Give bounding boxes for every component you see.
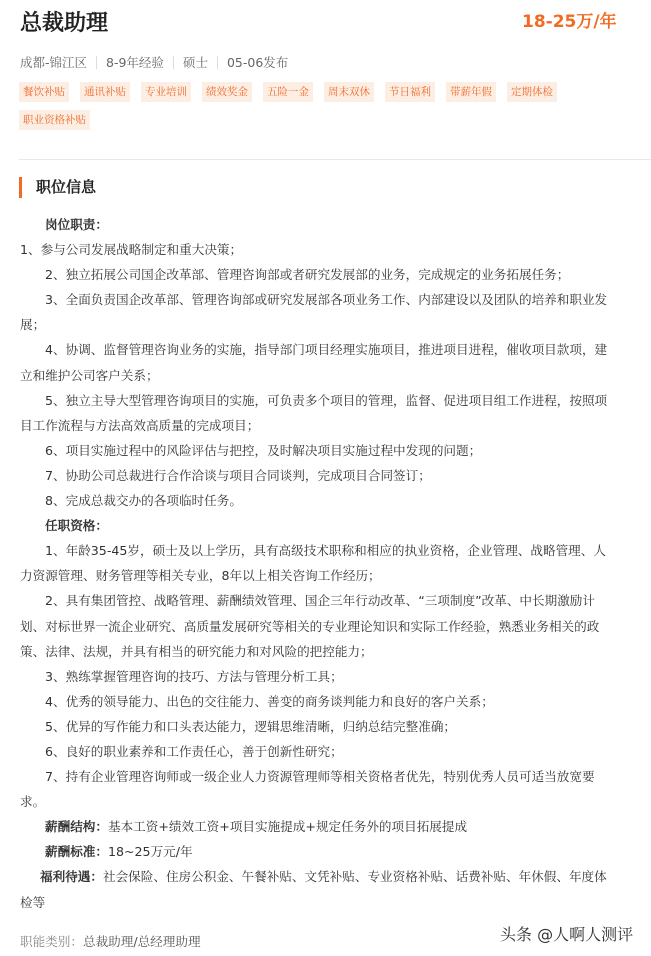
section-divider <box>19 159 651 160</box>
duty-item: 2、独立拓展公司国企改革部、管理咨询部或者研究发展部的业务，完成规定的业务拓展任务； <box>45 267 570 283</box>
requirement-item: 5、优异的写作能力和口头表达能力，逻辑思维清晰，归纳总结完整准确； <box>45 718 457 734</box>
salary-standard-value: 18~25万元/年 <box>107 844 193 860</box>
duty-item: 8、完成总裁交办的各项临时任务。 <box>45 493 242 509</box>
requirement-item: 2、具有集团管控、战略管理、薪酬绩效管理、国企三年行动改革、“三项制度”改革、中长期激励计划、对标世界一流企业研究、高质量发展研究等相关的专业理论知识和实际工作经验，熟悉业务相关的政策、法律、法规，并具有相当的研究能力和对风险的把控能力； <box>20 593 600 659</box>
benefits-value: 社会保险、住房公积金、午餐补贴、文凭补贴、专业资格补贴、话费补贴、年休假、年度体检等 <box>20 869 607 910</box>
duty-item: 1、参与公司发展战略制定和重大决策； <box>20 242 243 258</box>
requirement-item: 3、熟练掌握管理咨询的技巧、方法与管理分析工具； <box>45 668 343 684</box>
requirement-item: 4、优秀的领导能力、出色的交往能力、善变的商务谈判能力和良好的客户关系； <box>45 693 494 709</box>
benefit-tag: 绩效奖金 <box>202 82 252 102</box>
benefit-tags <box>19 82 629 130</box>
job-category-value[interactable]: 总裁助理/总经理助理 <box>82 934 201 949</box>
duties-heading: 岗位职责： <box>45 217 108 232</box>
salary: 18-25万/年 <box>522 12 617 32</box>
benefit-tag: 五险一金 <box>263 82 313 102</box>
benefit-tag: 通讯补贴 <box>80 82 130 102</box>
benefit-tag: 定期体检 <box>507 82 557 102</box>
experience: 8-9年经验 <box>106 55 164 70</box>
benefit-tag: 带薪年假 <box>446 82 496 102</box>
publish-date: 05-06发布 <box>226 55 289 70</box>
salary-structure-value: 基本工资+绩效工资+项目实施提成+规定任务外的项目拓展提成 <box>107 819 468 835</box>
salary-structure-label: 薪酬结构： <box>45 819 108 835</box>
divider <box>217 56 218 69</box>
benefits <box>20 864 616 914</box>
benefit-tag: 周末双休 <box>324 82 374 102</box>
duty-item: 4、协调、监督管理咨询业务的实施，指导部门项目经理实施项目，推进项目进程，催收项目款项，建立和维护公司客户关系； <box>20 342 608 383</box>
divider <box>173 56 174 69</box>
job-title: 总裁助理 <box>20 11 109 36</box>
duty-item: 3、全面负责国企改革部、管理咨询部或研究发展部各项业务工作、内部建设以及团队的培养和职业发展； <box>20 292 608 333</box>
benefits-label: 福利待遇： <box>40 869 103 885</box>
benefit-tag: 餐饮补贴 <box>19 82 69 102</box>
location: 成都-锦江区 <box>20 55 88 70</box>
divider <box>96 56 97 69</box>
benefit-tag: 专业培训 <box>141 82 191 102</box>
job-meta <box>20 53 288 71</box>
job-category-label: 职能类别： <box>20 934 83 949</box>
requirements-heading: 任职资格： <box>45 518 108 534</box>
salary-standard-label: 薪酬标准： <box>45 844 108 860</box>
requirement-item: 7、持有企业管理咨询师或一级企业人力资源管理师等相关资格者优先，特别优秀人员可适当放宽要求。 <box>20 769 595 810</box>
requirement-item: 1、年龄35-45岁，硕士及以上学历，具有高级技术职称和相应的执业资格，企业管理、战略管理、人力资源管理、财务管理等相关专业，8年以上相关咨询工作经历； <box>20 543 606 584</box>
duty-item: 6、项目实施过程中的风险评估与把控，及时解决项目实施过程中发现的问题； <box>45 442 482 458</box>
duty-item: 5、独立主导大型管理咨询项目的实施，可负责多个项目的管理，监督、促进项目组工作进程，按照项目工作流程与方法高效高质量的完成项目； <box>20 392 608 433</box>
duty-item: 7、协助公司总裁进行合作洽谈与项目合同谈判，完成项目合同签订； <box>45 467 431 483</box>
salary-structure <box>20 814 616 839</box>
watermark: 头条 @人啊人测评 <box>500 925 634 944</box>
education: 硕士 <box>182 55 208 70</box>
benefit-tag: 职业资格补贴 <box>19 110 90 130</box>
requirement-item: 6、良好的职业素养和工作责任心，善于创新性研究； <box>45 743 343 759</box>
job-category <box>20 931 201 950</box>
salary-standard <box>20 839 616 864</box>
job-description <box>20 212 616 915</box>
section-title: 职位信息 <box>19 177 96 198</box>
benefit-tag: 节日福利 <box>385 82 435 102</box>
